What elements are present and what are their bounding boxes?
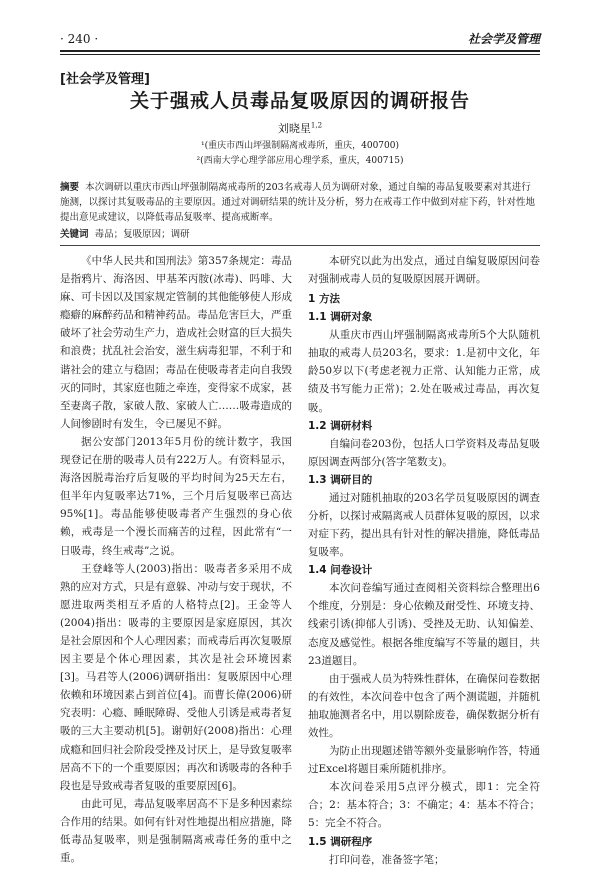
- abstract-label: 摘要: [60, 182, 80, 193]
- paragraph: 本次问卷编写通过查阅相关资料综合整理出6个维度，分别是：身心依赖及耐受性、环境支持、线索引诱(抑郁人引诱)、受挫及无助、认知偏差、态度及感觉性。根据各维度编写不等量的题目，共23道题目。: [308, 582, 540, 667]
- section-heading: 1.5 调研程序: [308, 835, 373, 848]
- abstract: [60, 180, 540, 225]
- page-header: [0, 0, 600, 52]
- paragraph: 由于强戒人员为特殊性群体，在确保问卷数据的有效性，本次问卷中包含了两个测谎题，并随机抽取施测者名中，用以剔除废卷，确保数据分析有效性。: [308, 672, 540, 739]
- abstract-text: 本次调研以重庆市西山坪强制隔离戒毒所的203名戒毒人员为调研对象，通过自编的毒品复吸要素对其进行施测，以探讨其复吸毒品的主要原因。通过对调研结果的统计及分析，努力在戒毒工作中做到对症下药，针对性地提出意见或建议，以降低毒品复吸率、提高戒断率。: [60, 182, 536, 223]
- header-rule-thin: [60, 54, 540, 55]
- body-column-left: [60, 252, 292, 867]
- column-tag: [社会学及管理]: [60, 72, 150, 87]
- author-name: 刘晓星: [277, 122, 311, 135]
- paragraph: 据公安部门2013年5月份的统计数字，我国现登记在册的吸毒人员有222万人。有资料显示，海洛因脱毒治疗后复吸的平均时间为25天左右，但半年内复吸率达71%，三个月后复吸率已高达95%[1]。毒品能够使吸毒者产生强烈的身心依赖，戒毒是一个漫长而痛苦的过程，因此常有“一日吸毒，终生戒毒”之说。: [60, 435, 292, 557]
- paragraph: 本研究以此为出发点，通过自编复吸原因问卷对强制戒毒人员的复吸原因展开调研。: [308, 255, 540, 286]
- paragraph: 自编问卷203份，包括人口学资料及毒品复吸原因调查两部分(答字笔数支)。: [308, 437, 540, 468]
- paragraph: 从重庆市西山坪强制隔离戒毒所5个大队随机抽取的戒毒人员203名，要求：1.是初中文化，年龄50岁以下(考虑老视力正常、认知能力正常，成绩及书写能力正常)；2.处在吸戒过毒品，再次复吸。: [308, 329, 540, 414]
- author-line: [0, 120, 600, 136]
- paragraph: 本次问卷采用5点评分模式，即1：完全符合；2：基本符合；3：不确定；4：基本不符合；5：完全不符合。: [308, 781, 540, 830]
- abstract-divider: [60, 245, 540, 246]
- paragraph: 通过对随机抽取的203名学员复吸原因的调查分析，以探讨戒隔离戒人员群体复吸的原因，以求对症下药，提出具有针对性的解决措施，降低毒品复吸率。: [308, 491, 540, 559]
- journal-name: 社会学及管理: [467, 32, 540, 46]
- keywords: [60, 226, 540, 240]
- section-heading: 1 方法: [308, 293, 340, 306]
- paragraph: 为防止出现题述错等额外变量影响作答，特通过Excel将题目乘所随机排序。: [308, 745, 540, 776]
- keywords-label: 关键词: [60, 229, 89, 240]
- section-heading: 1.2 调研材料: [308, 419, 373, 432]
- page-number: · 240 ·: [60, 32, 99, 46]
- affiliations: [0, 139, 600, 169]
- paragraph: 由此可见，毒品复吸率居高不下是多种因素综合作用的结果。如何有针对性地提出相应措施，降低毒品复吸率，则是强制隔离戒毒任务的重中之重。: [60, 797, 292, 865]
- affiliation-1: ¹(重庆市西山坪强制隔离戒毒所，重庆，400700): [201, 141, 399, 151]
- paragraph: 打印问卷，准备签字笔；: [329, 853, 445, 866]
- body-column-right: [308, 252, 540, 869]
- author-superscript: 1,2: [310, 121, 323, 130]
- section-heading: 1.4 问卷设计: [308, 564, 373, 577]
- paragraph: 《中华人民共和国刑法》第357条规定：毒品是指鸦片、海洛因、甲基苯丙胺(冰毒)、吗啡、大麻、可卡因以及国家规定管制的其他能够使人形成瘾癖的麻醉药品和精神药品。毒品危害巨大，严重破坏了社会劳动生产力，造成社会财富的巨大损失和浪费；扰乱社会治安，滋生病毒犯罪，不利于和谐社会的建立与稳固；毒品在使吸毒者走向自我毁灭的同时，其家庭也随之牵连，变得家不成家，甚至妻离子散，家破人散、家破人亡……吸毒造成的人间惨剧时有发生，令已屡见不鲜。: [60, 255, 292, 430]
- section-heading: 1.3 调研目的: [308, 473, 373, 486]
- paragraph: 王登峰等人(2003)指出：吸毒者多采用不成熟的应对方式，只是有意躲、冲动与安于现状，不愿进取两类相互矛盾的人格特点[2]。王金等人(2004)指出：吸毒的主要原因是家庭原因，其次是社会原因和个人心理因素；而戒毒后再次复吸原因主要是个体心理因素，其次是社会环境因素[3]。马君等人(2006)调研指出：复吸原因中心理依赖和环境因素占到首位[4]。而曹长偉(2006)研究表明：心瘾、睡眠障碍、受他人引诱是戒毒者复吸的三大主要动机[5]。谢朝好(2008)指出：心理成瘾和回归社会阶段受挫及讨厌上，是导致复吸率居高不下的一个重要原因；再次和诱吸毒的各种手段也是导致戒毒者复吸的重要原因[6]。: [60, 562, 292, 792]
- section-heading: 1.1 调研对象: [308, 311, 373, 324]
- keywords-text: 毒品；复吸原因；调研: [94, 229, 190, 240]
- article-title: 关于强戒人员毒品复吸原因的调研报告: [129, 90, 470, 112]
- affiliation-2: ²(西南大学心理学部应用心理学系，重庆，400715): [196, 156, 404, 166]
- header-rule: [60, 50, 540, 52]
